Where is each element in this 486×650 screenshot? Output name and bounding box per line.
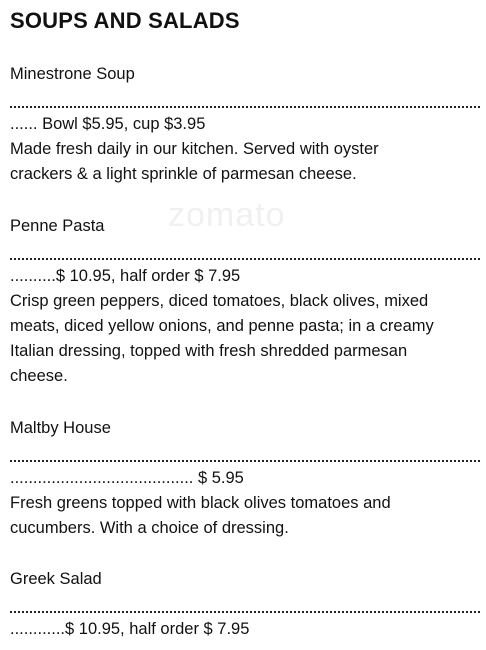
item-description-line: Made fresh daily in our kitchen. Served with oyster	[10, 140, 379, 158]
section-heading: SOUPS AND SALADS	[10, 8, 240, 33]
dotted-leader	[10, 87, 480, 112]
item-description-line: Crisp green peppers, diced tomatoes, black olives, mixed	[10, 292, 429, 310]
item-description-line: cheese.	[10, 367, 68, 385]
item-name: Minestrone Soup	[10, 65, 135, 83]
item-name: Penne Pasta	[10, 217, 105, 235]
item-price: ...... Bowl $5.95, cup $3.95	[10, 115, 206, 133]
menu-item-penne-pasta	[10, 214, 480, 389]
item-description-line: Italian dressing, topped with fresh shredded parmesan	[10, 342, 408, 360]
menu-item-maltby-house	[10, 416, 480, 541]
menu-item-minestrone-soup	[10, 62, 480, 187]
item-name: Maltby House	[10, 419, 111, 437]
item-price: ..........$ 10.95, half order $ 7.95	[10, 267, 241, 285]
item-price: ........................................ $ 5.95	[10, 469, 244, 487]
dotted-leader	[10, 592, 480, 617]
item-price: ............$ 10.95, half order $ 7.95	[10, 620, 250, 638]
item-name: Greek Salad	[10, 570, 102, 588]
watermark-logo: zomato	[168, 196, 286, 234]
item-description-line: Fresh greens topped with black olives tomatoes and	[10, 494, 391, 512]
item-description-line: cucumbers. With a choice of dressing.	[10, 519, 289, 537]
menu-item-greek-salad	[10, 567, 480, 642]
dotted-leader	[10, 239, 480, 264]
dotted-leader	[10, 441, 480, 466]
item-description-line: meats, diced yellow onions, and penne pasta; in a creamy	[10, 317, 434, 335]
item-description-line: crackers & a light sprinkle of parmesan cheese.	[10, 165, 357, 183]
